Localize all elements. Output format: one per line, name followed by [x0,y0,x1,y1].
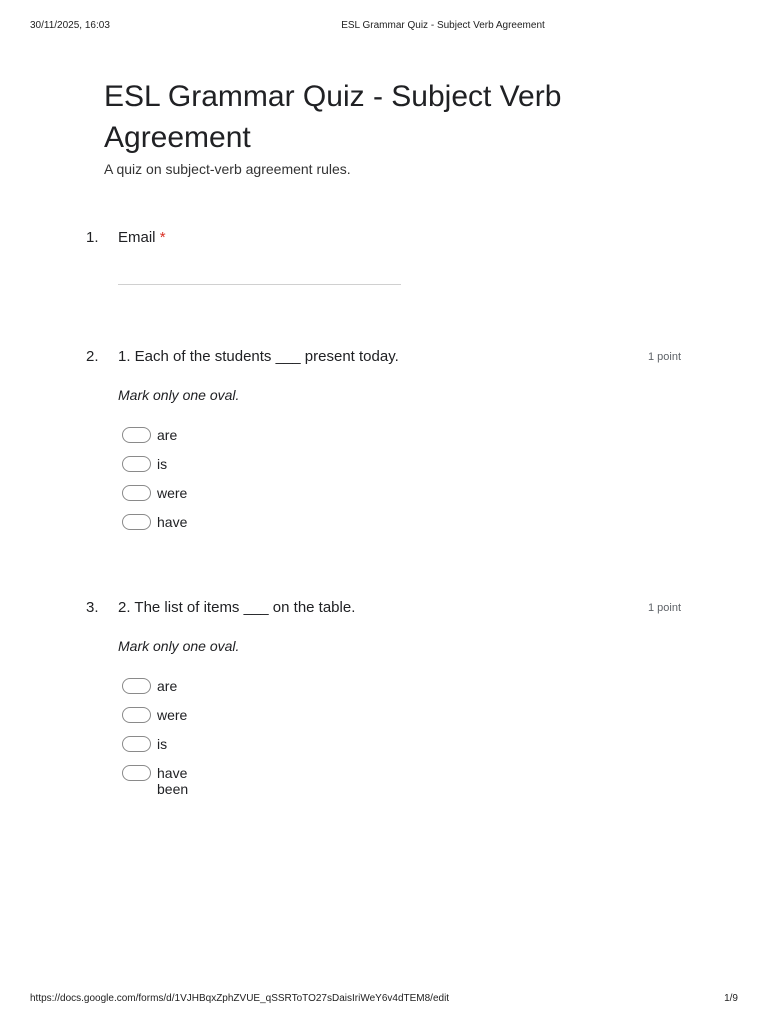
print-footer [0,993,768,1007]
print-url: https://docs.google.com/forms/d/1VJHBqxZphZVUE_qSSRToTO27sDaisIriWeY6v4dTEM8/edit [30,993,450,1004]
question-number: 3. [86,599,99,616]
radio-oval[interactable] [122,707,151,723]
email-field[interactable] [118,284,401,285]
option-label: is [157,456,168,472]
radio-oval[interactable] [122,485,151,501]
question-hint: Mark only one oval. [118,387,240,403]
option-label: is [157,736,168,752]
option-label: were [157,485,188,501]
radio-oval[interactable] [122,736,151,752]
question-points: 1 point [648,602,682,614]
print-datetime: 30/11/2025, 16:03 [30,20,110,31]
required-asterisk: * [159,229,166,246]
option-label: are [157,678,178,694]
question-hint: Mark only one oval. [118,638,240,654]
option-label: are [157,427,178,443]
question-points: 1 point [648,351,682,363]
radio-oval[interactable] [122,678,151,694]
question-text: 2. The list of items ___ on the table. [118,599,356,616]
form-title: ESL Grammar Quiz - Subject Verb Agreement [104,80,562,154]
option-label: have [157,514,188,530]
radio-oval[interactable] [122,765,151,781]
question-number: 2. [86,348,99,365]
page-number: 1/9 [724,993,738,1004]
option-label: were [157,707,188,723]
radio-oval[interactable] [122,456,151,472]
print-doc-title: ESL Grammar Quiz - Subject Verb Agreement [341,20,545,31]
question-text: 1. Each of the students ___ present today. [118,348,399,365]
option-label: have been [157,765,189,797]
question-label: Email [118,229,156,246]
question-number: 1. [86,229,99,246]
question-text [118,229,166,246]
radio-oval[interactable] [122,514,151,530]
radio-oval[interactable] [122,427,151,443]
form-description: A quiz on subject-verb agreement rules. [104,161,351,177]
print-header [0,20,768,34]
